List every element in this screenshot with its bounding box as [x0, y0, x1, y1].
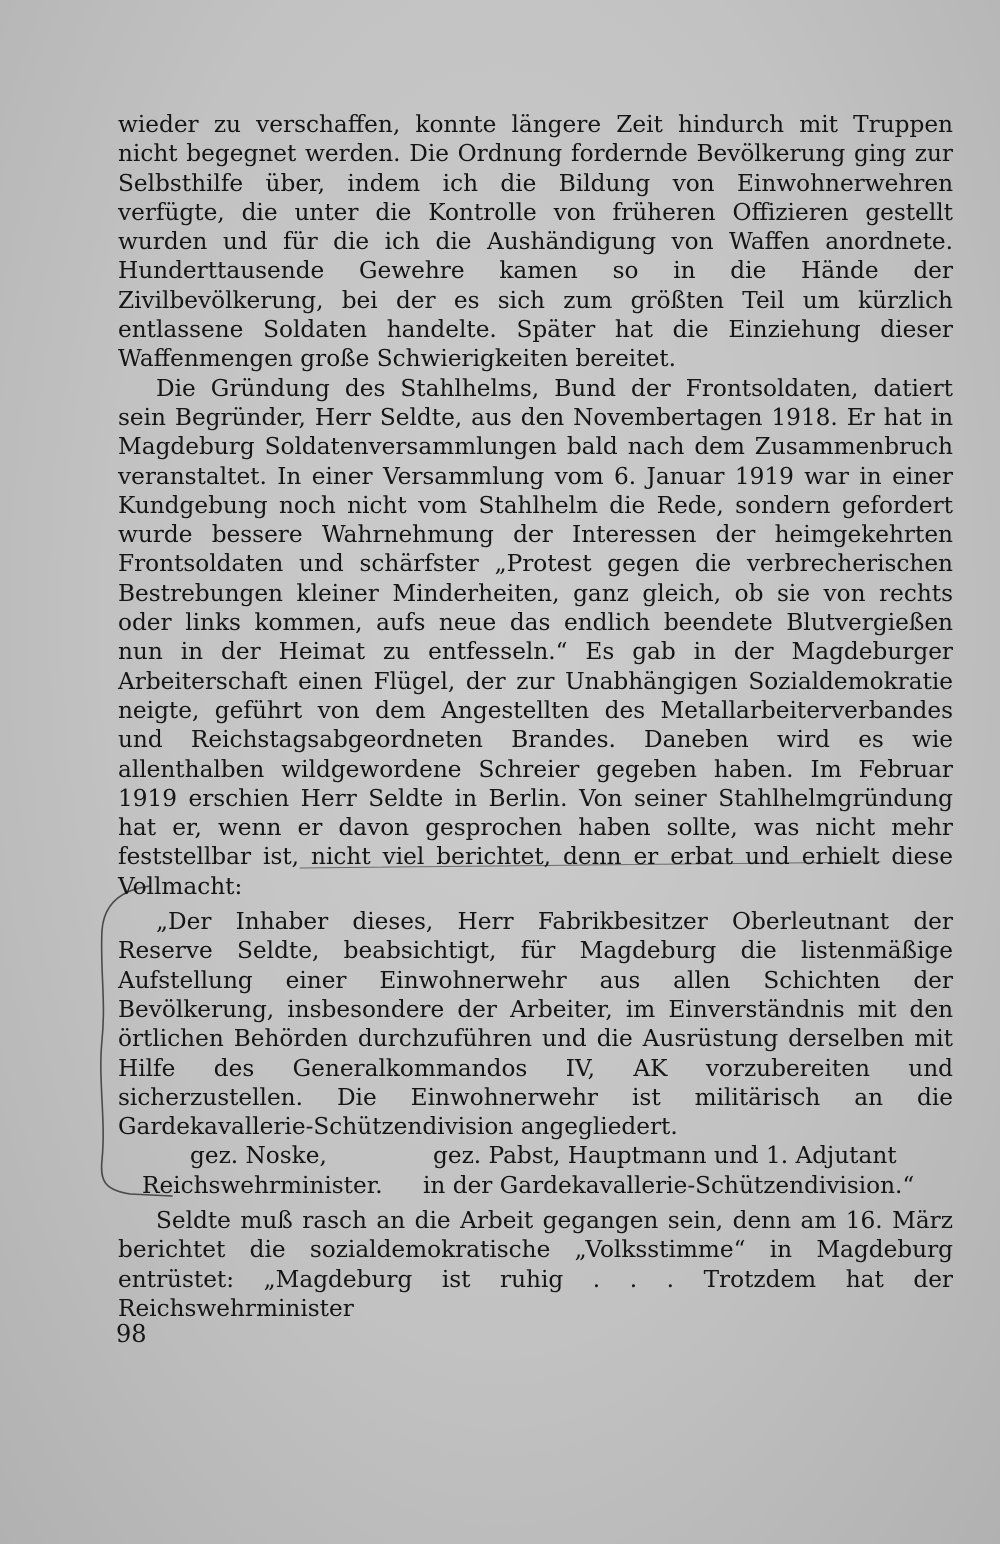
- signature-left-title: Reichswehrminister.: [142, 1171, 383, 1199]
- signature-right-name: gez. Pabst, Hauptmann und 1. Adjutant: [433, 1142, 897, 1170]
- page-number: 98: [116, 1320, 147, 1348]
- paragraph: Die Gründung des Stahlhelms, Bund der Frontsoldaten, datiert sein Begründer, Herr Seldte, aus den Novembertagen 1918. Er hat in Magdeburg Soldatenversammlungen bald nach dem Zusammenbruch veranstaltet. In einer Versammlung vom 6. Januar 1919 war in einer Kundgebung noch nicht vom Stahlhelm die Rede, sondern gefordert wurde bessere Wahrnehmung der Interessen der heimgekehrten Frontsoldaten und schärfster „Protest gegen die verbrecherischen Bestrebungen kleiner Minderheiten, ganz gleich, ob sie von rechts oder links kommen, aufs neue das endlich beendete Blutvergießen nun in der Heimat zu entfesseln.“ Es gab in der Magdeburger Arbeiterschaft einen Flügel, der zur Unabhängigen Sozialdemokratie neigte, geführt von dem Angestellten des Metallarbeiterverbandes und Reichstagsabgeordneten Brandes. Daneben wird es wie allenthalben wildgewordene Schreier gegeben haben. Im Februar 1919 erschien Herr Seldte in Berlin. Von seiner Stahlhelmgründung hat er, wenn er davon gesprochen haben sollte, was nicht mehr feststellbar ist, nicht viel berichtet, denn er erbat und erhielt diese Vollmacht:: [118, 374, 953, 900]
- signature-left-name: gez. Noske,: [190, 1142, 327, 1170]
- paragraph: wieder zu verschaffen, konnte längere Zeit hindurch mit Truppen nicht begegnet werden. Die Ordnung fordernde Bevölkerung ging zur Selbsthilfe über, indem ich die Bildung von Einwohnerwehren verfügte, die unter die Kontrolle von früheren Offizieren gestellt wurden und für die ich die Aushändigung von Waffen anordnete. Hunderttausende Gewehre kamen so in die Hände der Zivilbevölkerung, bei der es sich zum größten Teil um kürzlich entlassene Soldaten handelte. Später hat die Einziehung dieser Waffenmengen große Schwierigkeiten bereitet.: [118, 111, 953, 373]
- signature-block: [118, 1141, 953, 1200]
- signature-right-title: in der Gardekavallerie-Schützendivision.“: [423, 1171, 915, 1199]
- quoted-authorization: „Der Inhaber dieses, Herr Fabrikbesitzer Oberleutnant der Reserve Seldte, beabsichtigt, für Magdeburg die listenmäßige Aufstellung einer Einwohnerwehr aus allen Schichten der Bevölkerung, insbesondere der Arbeiter, im Einverständnis mit den örtlichen Behörden durchzuführen und die Ausrüstung derselben mit Hilfe des Generalkommandos IV, AK vorzubereiten und sicherzustellen. Die Einwohnerwehr ist militärisch an die Gardekavallerie-Schützendivision angegliedert.: [118, 908, 953, 1141]
- closing-paragraph: Seldte muß rasch an die Arbeit gegangen sein, denn am 16. März berichtet die sozialdemokratische „Volksstimme“ in Magdeburg entrüstet: „Magdeburg ist ruhig . . . Trotzdem hat der Reichswehrminister: [118, 1206, 953, 1322]
- body-text: [118, 110, 953, 1323]
